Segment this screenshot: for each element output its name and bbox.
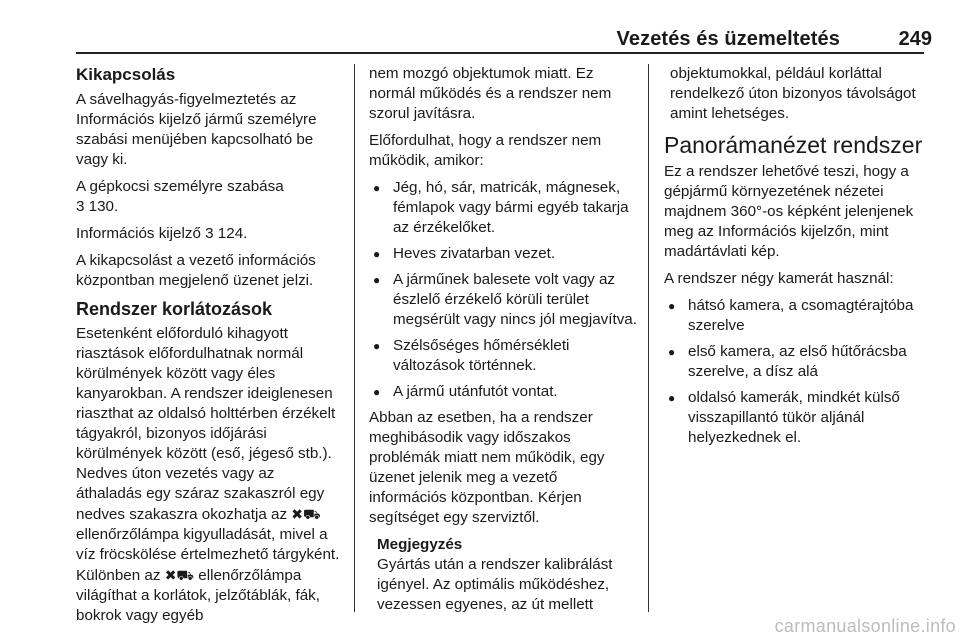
heading-kikapcsolas: Kikapcsolás [76,65,176,84]
list-item: ● Heves zivatarban vezet. [369,244,639,264]
heading-rendszer-korlatozasok: Rendszer korlátozások [76,299,273,319]
list-item: ● Szélsőséges hőmérsékleti változások történnek. [369,336,639,376]
section-title: Vezetés és üzemeltetés [616,28,840,50]
column-3 [664,64,926,454]
paragraph: Előfordulhat, hogy a rendszer nem működik, amikor: [369,132,602,169]
text-run: ellenőrzőlámpa kigyulladását, mivel a víz fröcskölése értelmezhető tárgyként. Különben az [76,526,340,584]
header-rule [76,52,924,54]
paragraph: objektumokkal, például korláttal rendelkező úton bizonyos távolságot amint lehetséges. [670,65,916,122]
column-1 [76,64,344,633]
watermark: carmanualsonline.info [774,616,956,636]
list-item: ● hátsó kamera, a csomagtérajtóba szerelve [664,296,926,336]
page-reference-link[interactable]: 3 130. [76,198,119,215]
list-item: ● első kamera, az első hűtőrácsba szerelve, a dísz alá [664,342,926,382]
column-divider [648,64,649,612]
text-run: ellenőrzőlámpa világíthat a korlátok, jelzőtáblák, fák, bokrok vagy egyéb [76,567,320,624]
cross-reference: A gépkocsi személyre szabása [76,178,284,195]
paragraph: A kikapcsolást a vezető információs központban megjelenő üzenet jelzi. [76,252,316,289]
lane-change-warning-icon: ✖⛟ [291,506,321,522]
column-divider [354,64,355,612]
paragraph [76,177,344,217]
heading-panoramanezet: Panorámanézet rendszer [664,132,923,158]
paragraph [76,324,344,626]
text-run: Esetenként előforduló kihagyott riasztások előfordulhatnak normál körülmények között vagy éles kanyarokban. A rendszer ideiglenesen riaszthat az oldalsó holttérben érzékelt tágyakról, bizonyos időjárási körülmények között (eső, jégeső stb.). Nedves úton vezetés vagy az áthaladás egy száraz szakaszról egy nedves szakaszra okozhatja az [76,325,336,523]
column-2 [369,64,639,622]
lane-change-warning-icon: ✖⛟ [164,567,195,583]
bullet-list [664,296,926,448]
page-number: 249 [898,28,932,50]
list-item: ● oldalsó kamerák, mindkét külső visszapillantó tükör aljánál helyezkednek el. [664,388,926,448]
list-item: ● A jármű utánfutót vontat. [369,382,639,402]
note-text: Gyártás után a rendszer kalibrálást igényel. Az optimális működéshez, vezessen egyenes, az út mellett [377,556,613,613]
cross-reference[interactable]: Információs kijelző 3 124. [76,225,248,242]
bullet-list [369,178,639,402]
list-item: ● A járműnek balesete volt vagy az észlelő érzékelő körüli terület megsérült vagy nincs jól megjavítva. [369,270,639,330]
note-box [369,535,639,615]
paragraph: Ez a rendszer lehetővé teszi, hogy a gépjármű környezetének nézetei majdnem 360°-os képként jelenjenek meg az Információs kijelzőn, mint madártávlati kép. [664,163,914,260]
list-item: ● Jég, hó, sár, matricák, mágnesek, fémlapok vagy bármi egyéb takarja az érzékelőket. [369,178,639,238]
paragraph: nem mozgó objektumok miatt. Ez normál működés és a rendszer nem szorul javításra. [369,65,612,122]
paragraph: A rendszer négy kamerát használ: [664,270,894,287]
note-title: Megjegyzés [377,536,463,553]
paragraph: Abban az esetben, ha a rendszer meghibásodik vagy időszakos problémák miatt nem működik, egy üzenet jelenik meg a vezető információs központban. Kérjen segítséget egy szerviztől. [369,409,605,526]
paragraph: A sávelhagyás-figyelmeztetés az Információs kijelző jármű személyre szabási menüjében kapcsolható be vagy ki. [76,91,317,168]
